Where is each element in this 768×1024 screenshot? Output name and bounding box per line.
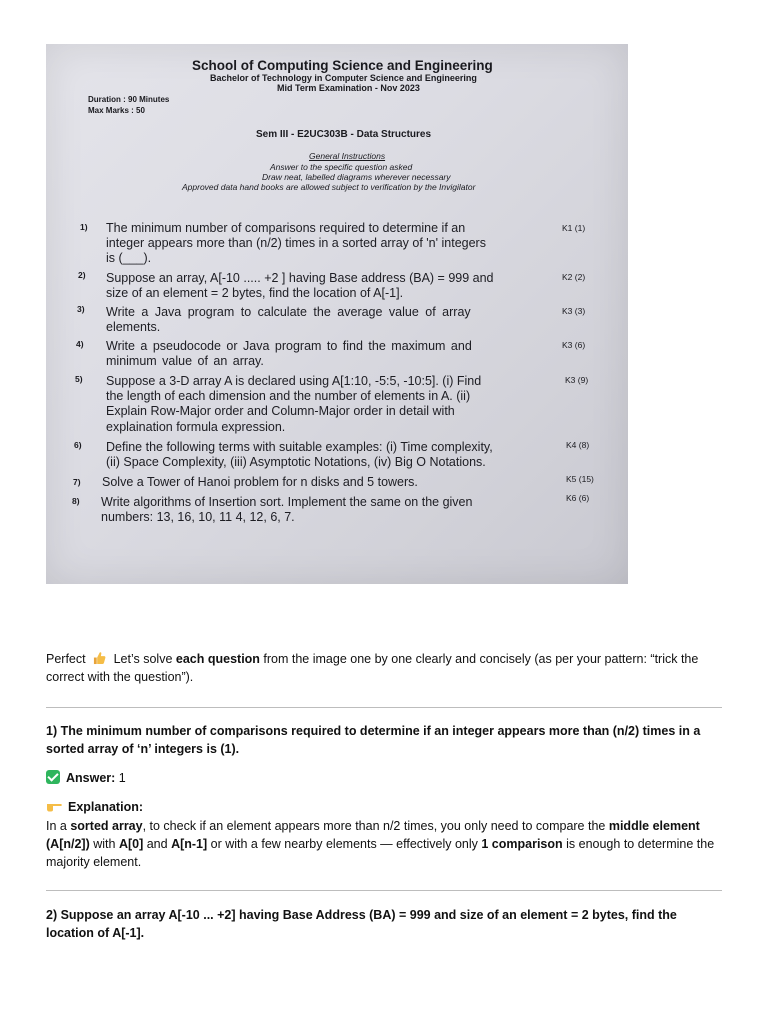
question-text: Suppose an array, A[-10 ..... +2 ] having Base address (BA) = 999 and size of an element = 2 bytes, find the location of A[-1].	[106, 271, 494, 301]
instruction: Draw neat, labelled diagrams wherever necessary	[262, 172, 451, 182]
question-text: Write a pseudocode or Java program to find the maximum and minimum value of an array.	[106, 339, 472, 369]
question-number: 2)	[78, 270, 86, 280]
question-marks: K6 (6)	[566, 493, 590, 503]
divider	[46, 707, 722, 708]
course-title: Sem III - E2UC303B - Data Structures	[256, 129, 432, 140]
question-number: 3)	[77, 304, 85, 314]
exam-paper-photo	[46, 44, 628, 584]
question-number: 1)	[80, 222, 88, 232]
question-text: Write algorithms of Insertion sort. Implement the same on the given numbers: 13, 16, 10, 11 4, 12, 6, 7.	[101, 495, 473, 525]
question-number: 5)	[75, 374, 83, 384]
duration: Duration : 90 Minutes	[88, 95, 170, 104]
pointing-hand-icon	[46, 800, 62, 812]
question-marks: K1 (1)	[562, 223, 586, 233]
thumbs-up-icon	[93, 651, 106, 665]
instruction: Approved data hand books are allowed subject to verification by the Invigilator	[182, 182, 476, 192]
program-title: Bachelor of Technology in Computer Science and Engineering	[210, 73, 477, 83]
question-marks: K2 (2)	[562, 272, 586, 282]
q1-answer: Answer: 1	[46, 769, 722, 787]
question-text: Write a Java program to calculate the average value of array elements.	[106, 305, 471, 335]
question-text: Solve a Tower of Hanoi problem for n disks and 5 towers.	[102, 475, 418, 489]
intro-paragraph: Perfect Let’s solve each question from the image one by one clearly and concisely (as per your pattern: “trick the correct with the question”).	[46, 652, 699, 684]
exam-title: Mid Term Examination - Nov 2023	[277, 83, 420, 93]
question-text: Define the following terms with suitable examples: (i) Time complexity, (ii) Space Complexity, (iii) Asymptotic Notations, (iv) Big O Notations.	[106, 440, 493, 470]
school-title: School of Computing Science and Engineering	[192, 58, 493, 73]
question-marks: K4 (8)	[566, 440, 590, 450]
question-number: 7)	[73, 477, 81, 487]
question-number: 4)	[76, 339, 84, 349]
question-marks: K5 (15)	[566, 474, 594, 484]
instruction: Answer to the specific question asked	[270, 162, 413, 172]
q1-heading: 1) The minimum number of comparisons required to determine if an integer appears more than (n/2) times in a sorted array of ‘n’ integers is (1).	[46, 724, 701, 756]
intro-perfect: Perfect	[46, 652, 86, 666]
divider	[46, 890, 722, 891]
question-number: 6)	[74, 440, 82, 450]
q1-explanation-text: In a sorted array, to check if an element appears more than n/2 times, you only need to compare the middle element (A[n/2]) with A[0] and A[n-1] or with a few nearby elements — effectively only 1 comparison is enough to determine the majority element.	[46, 819, 715, 869]
question-marks: K3 (6)	[562, 340, 586, 350]
max-marks: Max Marks : 50	[88, 106, 145, 115]
question-number: 8)	[72, 496, 80, 506]
question-text: Suppose a 3-D array A is declared using A[1:10, -5:5, -10:5]. (i) Find the length of each dimension and the number of elements in A. (ii) Explain Row-Major order and Column-Major order in detail with explaination formula expression.	[106, 374, 482, 434]
q2-heading: 2) Suppose an array A[-10 ... +2] having Base Address (BA) = 999 and size of an element = 2 bytes, find the location of A[-1].	[46, 908, 677, 940]
q1-explanation-label: Explanation:	[46, 798, 722, 816]
question-text: The minimum number of comparisons required to determine if an integer appears more than (n/2) times in a sorted array of 'n' integers is (___).	[106, 221, 486, 266]
question-marks: K3 (3)	[562, 306, 586, 316]
question-marks: K3 (9)	[565, 375, 589, 385]
general-instructions-title: General Instructions	[309, 151, 386, 161]
check-mark-icon	[46, 770, 60, 784]
